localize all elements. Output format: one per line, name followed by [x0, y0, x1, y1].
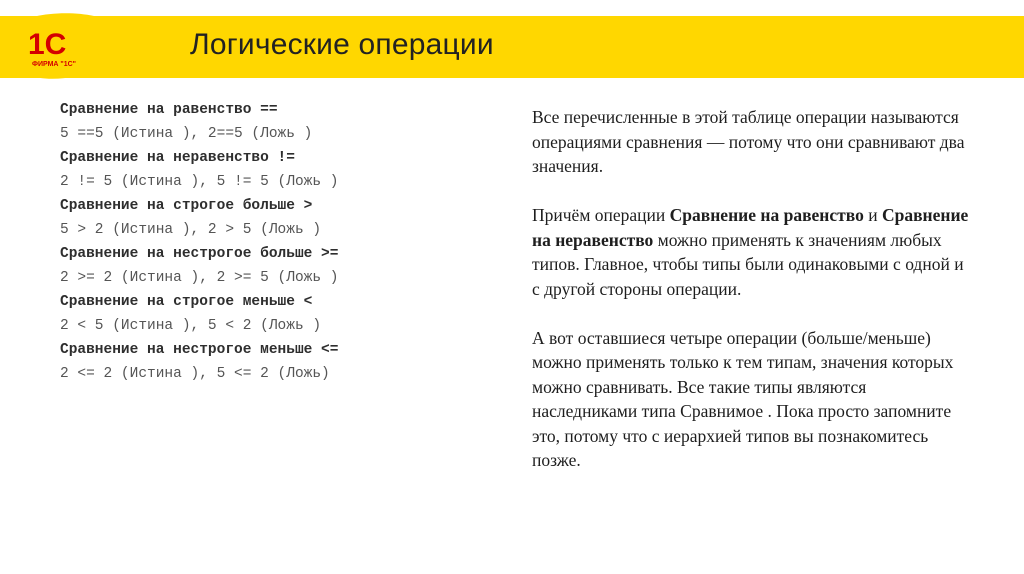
logo-1c — [6, 6, 106, 86]
explanation-paragraph-1: Все перечисленные в этой таблице операции называются операциями сравнения — потому что они сравнивают два значения. — [532, 107, 965, 176]
operation-heading: Сравнение на строгое меньше < — [60, 294, 313, 310]
operation-example: 5 > 2 (Истина ), 2 > 5 (Ложь ) — [60, 222, 322, 238]
operation-heading: Сравнение на строгое больше > — [60, 198, 313, 214]
operation-heading: Сравнение на нестрогое больше >= — [60, 246, 339, 262]
text-run: Причём операции — [532, 205, 670, 225]
operation-greater — [60, 195, 480, 243]
operation-not-equal — [60, 147, 480, 195]
explanation-paragraph-2 — [532, 203, 972, 301]
slide-title: Логические операции — [190, 28, 494, 61]
bold-term-equality: Сравнение на равенство — [669, 205, 864, 225]
operation-less — [60, 291, 480, 339]
logo-sub-text: ФИРМА "1С" — [32, 61, 76, 68]
logo-main-text: 1С — [28, 28, 67, 61]
explanation-paragraph-3: А вот оставшиеся четыре операции (больше/меньше) можно применять только к тем типам, значения которых можно сравнивать. Все такие типы являются наследниками типа Сравнимое . Пока просто запомните это, потому что с иерархией типов вы познакомитесь позже. — [532, 327, 954, 470]
operation-example: 5 ==5 (Истина ), 2==5 (Ложь ) — [60, 126, 313, 142]
header-bar — [0, 16, 1024, 78]
operation-heading: Сравнение на неравенство != — [60, 150, 295, 166]
bold-term-inequality: Сравнение на неравенство — [532, 205, 969, 250]
operation-less-equal — [60, 339, 480, 387]
operation-heading: Сравнение на равенство == — [60, 102, 278, 118]
operation-greater-equal — [60, 243, 480, 291]
operations-list — [60, 99, 480, 387]
operation-equal — [60, 99, 480, 147]
explanation-text — [532, 105, 972, 497]
operation-example: 2 >= 2 (Истина ), 2 >= 5 (Ложь ) — [60, 270, 339, 286]
text-run: можно применять к значениям любых типов. Главное, чтобы типы были одинаковыми с одной и с другой стороны операции. — [532, 229, 964, 299]
operation-example: 2 < 5 (Истина ), 5 < 2 (Ложь ) — [60, 318, 322, 334]
text-run: и — [863, 205, 882, 225]
operation-example: 2 != 5 (Истина ), 5 != 5 (Ложь ) — [60, 174, 339, 190]
operation-example: 2 <= 2 (Истина ), 5 <= 2 (Ложь) — [60, 366, 330, 382]
operation-heading: Сравнение на нестрогое меньше <= — [60, 342, 339, 358]
